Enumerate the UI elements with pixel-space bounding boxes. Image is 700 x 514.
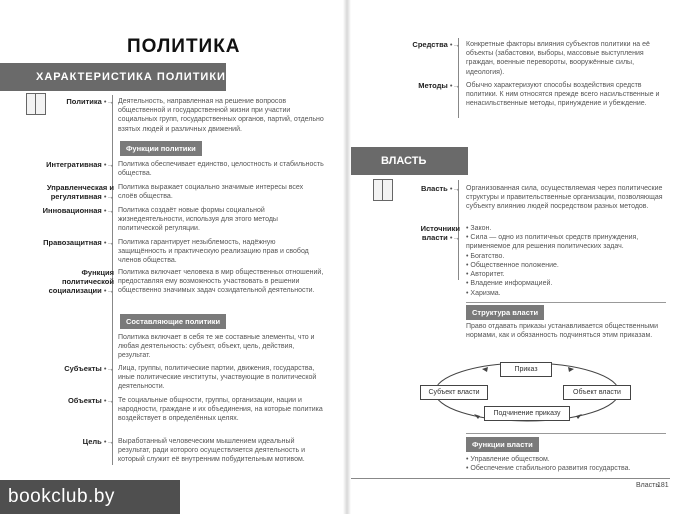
def-component: Выработанный человеческим мышлением идеальный результат, ради которого осуществляется деятельность и который служит её внутренним побудительным мотивом.: [118, 438, 306, 464]
term-component: Цель •→: [40, 437, 114, 446]
structure-heading: Структура власти: [466, 305, 544, 320]
list-item: • Авторитет.: [466, 271, 505, 279]
def-vlast: Организованная сила, осуществляемая через политические структуры и правительственные организации, позволяющая субъекту влиянию людей посредством разных методов.: [466, 185, 663, 211]
diagram-node-order: Приказ: [500, 362, 552, 377]
power-functions-heading: Функции власти: [466, 437, 539, 452]
list-item: • Харизма.: [466, 289, 501, 297]
term-function: Инновационная •→: [30, 206, 114, 215]
divider: [466, 433, 666, 434]
list-item: • Владение информацией.: [466, 280, 553, 288]
def-component: Те социальные общности, группы, организации, нации и народности, граждане и их объединения, на которые политика воздействует в определённых целях.: [118, 397, 323, 423]
diagram-node-subject: Субъект власти: [420, 385, 488, 400]
term-function: Функция политической социализации •→: [30, 268, 114, 295]
list-item: • Богатство.: [466, 252, 505, 260]
watermark-logo: bookclub.by: [0, 480, 180, 514]
list-item: • Обеспечение стабильного развития государства.: [466, 465, 631, 473]
book-icon: [373, 179, 393, 201]
term-function: Правозащитная •→: [30, 238, 114, 247]
def-politika: Деятельность, направленная на решение вопросов общественной и государственной жизни при участии социальных групп, государственных органов, партий, отдельно взятых людей и различных движений.: [118, 98, 324, 133]
components-heading: Составляющие политики: [120, 314, 226, 329]
sources-list: [466, 224, 666, 298]
connector-line: [458, 38, 459, 118]
term-sources: Источники власти •→: [400, 224, 460, 242]
def-function: Политика включает человека в мир общественных отношений, предоставляя ему возможность участвовать в решении общественно значимых задач созидательной деятельности.: [118, 269, 324, 295]
def-component: Лица, группы, политические партии, движения, государства, иные политические институты, участвующие в политической деятельности.: [118, 365, 317, 391]
def-function: Политика выражает социально значимые интересы всех слоёв общества.: [118, 184, 304, 201]
power-functions-list: [466, 455, 666, 473]
term-sredstva: Средства •→: [390, 40, 460, 49]
vlast-banner: ВЛАСТЬ: [351, 147, 468, 175]
term-function: Интегративная •→: [30, 160, 114, 169]
def-function: Политика гарантирует незыблемость, надёжную защищённость и практическую реализацию прав и свобод членов общества.: [118, 239, 309, 265]
term-metody: Методы •→: [390, 81, 460, 90]
components-intro: Политика включает в себя те же составные элементы, что и любая деятельность: субъект, объект, цель, действия, результат.: [118, 334, 315, 360]
def-metody: Обычно характеризуют способы воздействия средств политики. К ним относятся прежде всего насильственные и ненасильственные методы, принуждение и убеждение.: [466, 82, 660, 108]
list-item: • Закон.: [466, 225, 492, 232]
term-component: Субъекты •→: [40, 364, 114, 373]
page-number: 181: [657, 482, 669, 489]
page-title: ПОЛИТИКА: [127, 36, 241, 57]
section-banner: ХАРАКТЕРИСТИКА ПОЛИТИКИ: [0, 63, 226, 91]
term-vlast: Власть •→: [400, 184, 460, 193]
footer-rule: [351, 478, 670, 479]
term-politika: Политика •→: [50, 97, 114, 106]
def-function: Политика создаёт новые формы социальной жизнедеятельности, используя для этого методы политической регуляции.: [118, 207, 278, 233]
def-function: Политика обеспечивает единство, целостность и стабильность общества.: [118, 161, 324, 178]
diagram-node-object: Объект власти: [563, 385, 631, 400]
list-item: • Сила — одно из политичных средств принуждения, применяемое для решения политических задач.: [466, 234, 639, 251]
term-component: Объекты •→: [40, 396, 114, 405]
term-function: Управленческая и регулятивная •→: [30, 183, 114, 201]
footer-label: Власть: [636, 482, 659, 489]
list-item: • Общественное положение.: [466, 261, 559, 269]
diagram-node-obedience: Подчинение приказу: [484, 406, 570, 421]
divider: [466, 302, 666, 303]
functions-heading: Функции политики: [120, 141, 202, 156]
list-item: • Управление обществом.: [466, 456, 550, 463]
def-sredstva: Конкретные факторы влияния субъектов политики на её объекты (забастовки, выборы, массовые выступления граждан, военные перевороты, вооружённые силы, идеология).: [466, 41, 650, 76]
structure-text: Право отдавать приказы устанавливается общественными нормами, как и обязанность подчиняться этим приказам.: [466, 323, 658, 340]
